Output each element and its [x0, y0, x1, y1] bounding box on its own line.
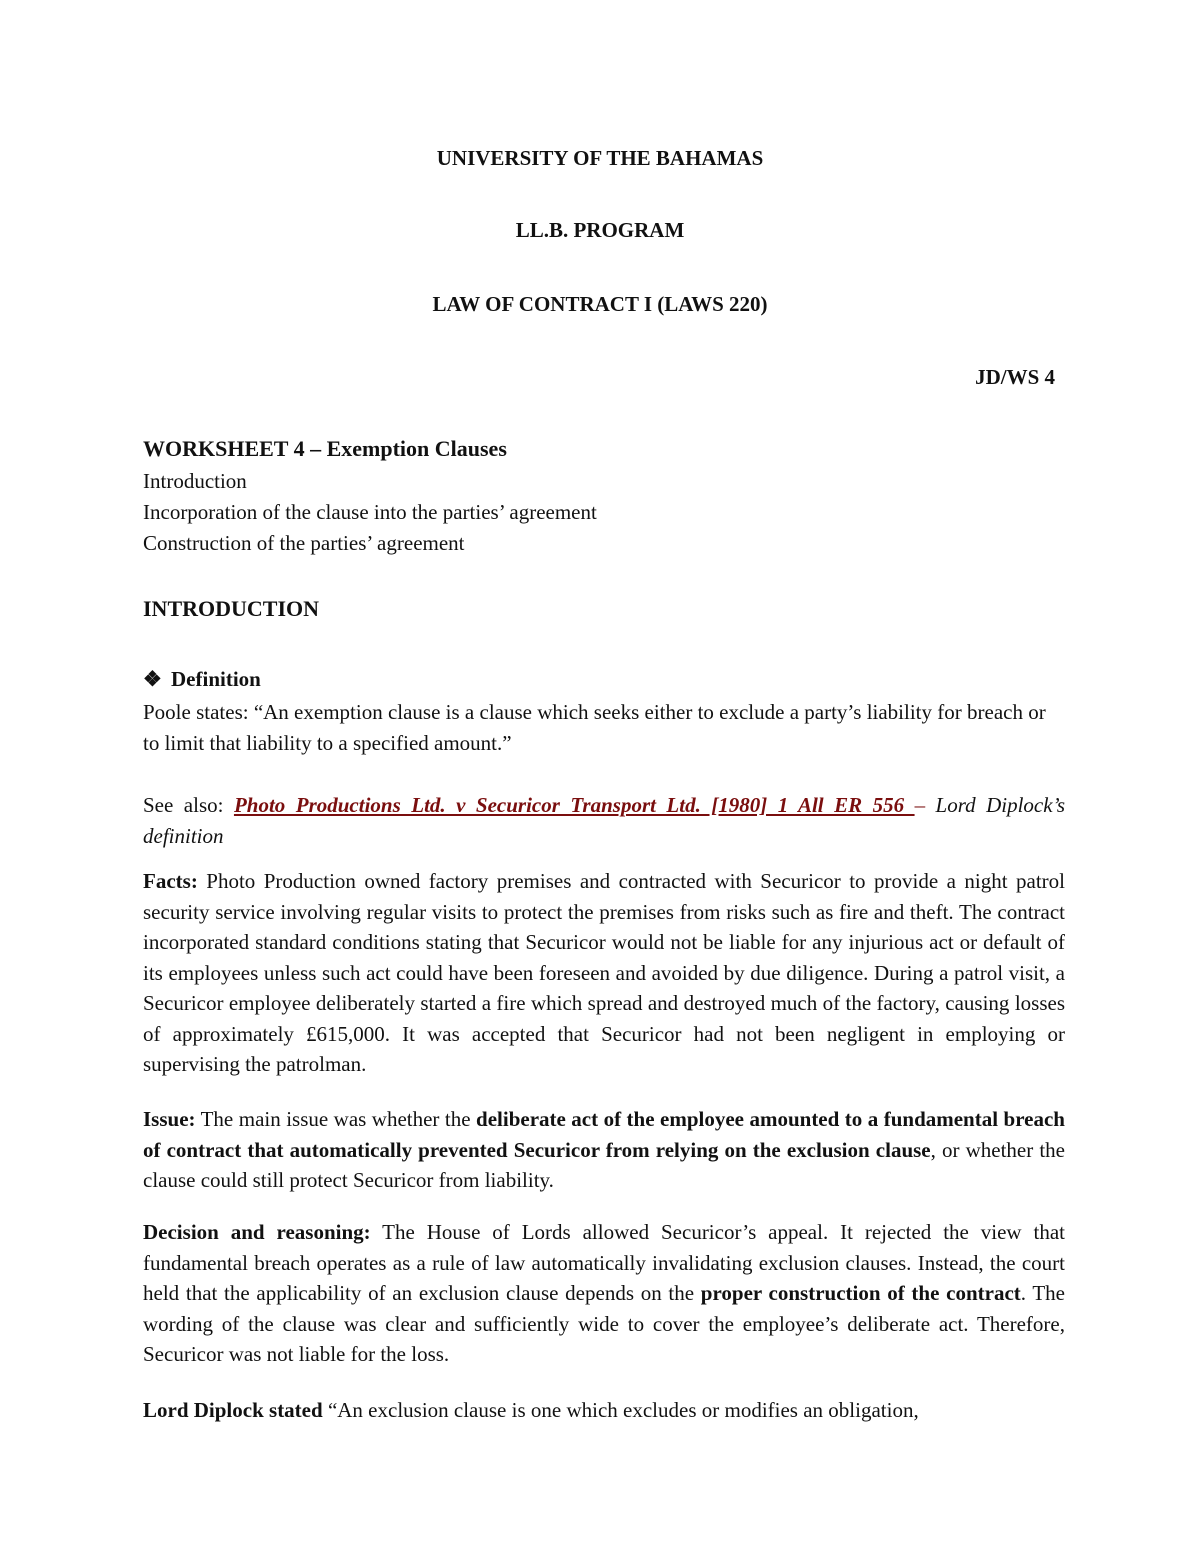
contents-item: Introduction — [143, 469, 247, 493]
university-title: UNIVERSITY OF THE BAHAMAS — [436, 146, 764, 170]
facts-label: Facts: — [143, 869, 198, 893]
issue-text-end: , or whether the clause could still protect Securicor from liability. — [143, 1137, 1065, 1192]
diplock-text: “An exclusion clause is one which excludes or modifies an obligation, — [322, 1398, 919, 1422]
facts-paragraph — [143, 866, 1065, 1080]
issue-label: Issue: — [143, 1107, 196, 1131]
diplock-paragraph — [143, 1395, 1065, 1426]
issue-text-start: The main issue was whether the — [195, 1107, 477, 1131]
see-also-prefix: See also: — [143, 793, 234, 817]
decision-text-start: The House of Lords allowed Securicor’s appeal. It rejected the view that fundamental breach operates as a rule of law automatically invalidating exclusion clauses. Instead, the court held that the applicability of an exclusion clause depends on the — [143, 1220, 1065, 1305]
decision-label: Decision and reasoning: — [143, 1220, 371, 1244]
definition-heading-row — [143, 666, 261, 692]
decision-paragraph — [143, 1217, 1065, 1370]
definition-paragraph: Poole states: “An exemption clause is a clause which seeks either to exclude a party’s liability for breach or to limit that liability to a specified amount.” — [143, 700, 1046, 755]
decision-bold-text: proper construction of the contract — [700, 1281, 1021, 1305]
course-title: LAW OF CONTRACT I (LAWS 220) — [432, 292, 768, 316]
case-citation-link[interactable]: Photo Productions Ltd. v Securicor Transport Ltd. [1980] 1 All ER 556 — [233, 793, 915, 817]
decision-text-end: . The wording of the clause was clear and sufficiently wide to cover the employee’s deliberate act. Therefore, Securicor was not liable for the loss. — [143, 1281, 1065, 1366]
program-title: LL.B. PROGRAM — [515, 218, 685, 242]
issue-bold-text: deliberate act of the employee amounted to a fundamental breach of contract that automatically prevented Securicor from relying on the exclusion clause — [143, 1107, 1065, 1162]
contents-item: Incorporation of the clause into the parties’ agreement — [143, 500, 597, 524]
introduction-heading: INTRODUCTION — [143, 596, 320, 621]
diplock-label: Lord Diplock stated — [143, 1398, 323, 1422]
facts-text: Photo Production owned factory premises and contracted with Securicor to provide a night patrol security service involving regular visits to protect the premises from risks such as fire and theft. The contract incorporated standard conditions stating that Securicor would not be liable for any injurious act or default of its employees unless such act could have been foreseen and avoided by due diligence. During a patrol visit, a Securicor employee deliberately started a fire which spread and destroyed much of the factory, causing losses of approximately £615,000. It was accepted that Securicor had not been negligent in employing or supervising the patrolman. — [143, 869, 1065, 1076]
definition-heading: Definition — [171, 667, 261, 691]
document-reference: JD/WS 4 — [975, 365, 1055, 389]
contents-list — [143, 466, 597, 559]
diamond-bullet-icon: ❖ — [143, 667, 162, 691]
see-also-paragraph — [143, 790, 1065, 851]
case-suffix: Lord Diplock’s definition — [143, 793, 1066, 848]
case-dash: – — [914, 793, 936, 817]
issue-paragraph — [143, 1104, 1065, 1196]
worksheet-title: WORKSHEET 4 – Exemption Clauses — [143, 436, 507, 461]
contents-item: Construction of the parties’ agreement — [143, 531, 465, 555]
